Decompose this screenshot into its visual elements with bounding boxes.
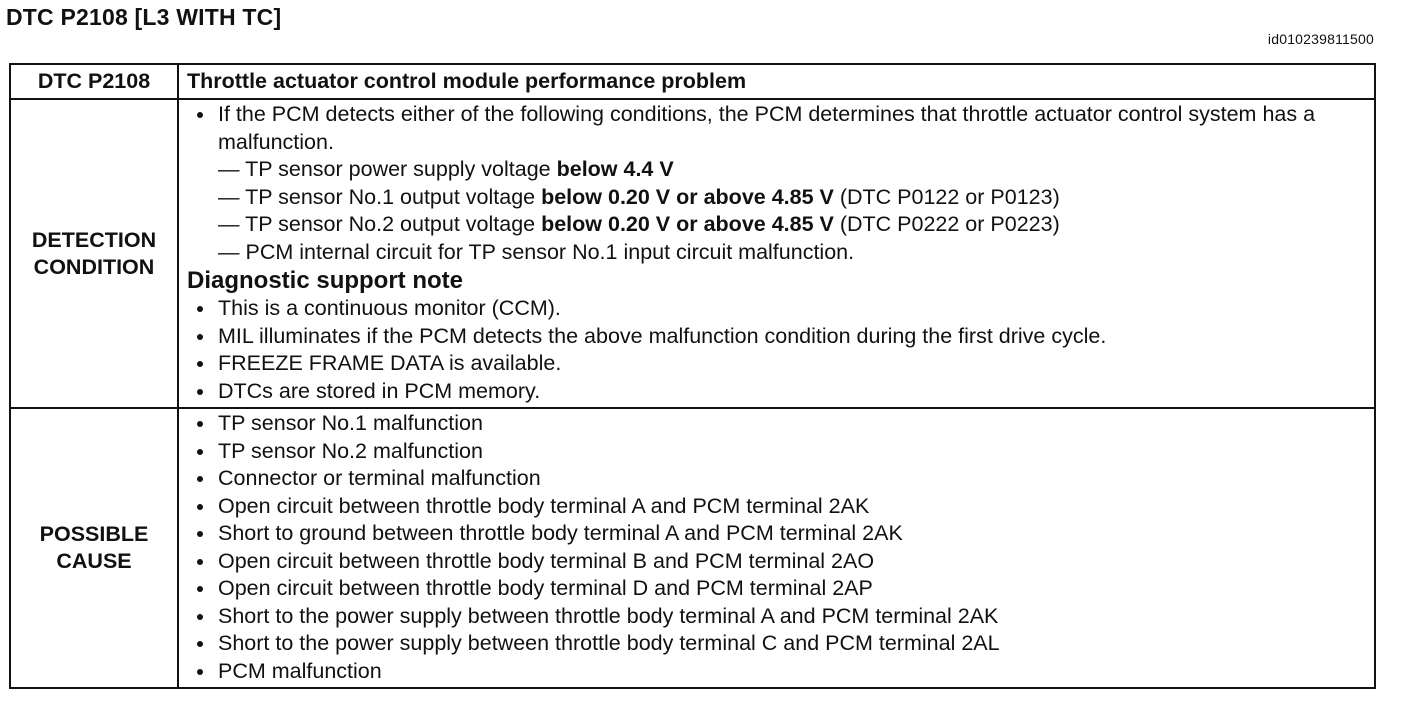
condition-threshold: below 4.4 V (556, 157, 674, 181)
bullet-icon (197, 614, 203, 620)
list-item (187, 323, 1366, 351)
table-header-row (10, 64, 1375, 99)
condition-line: — PCM internal circuit for TP sensor No.1 input circuit malfunction. (218, 239, 855, 264)
cause-text: Open circuit between throttle body terminal B and PCM terminal 2AO (218, 548, 875, 573)
bullet-icon (197, 449, 203, 455)
list-item (187, 658, 1366, 686)
bullet-icon (197, 559, 203, 565)
possible-cause-list (187, 410, 1366, 685)
cause-text: TP sensor No.2 malfunction (218, 438, 483, 463)
list-item (187, 520, 1366, 548)
bullet-icon (197, 389, 203, 395)
detection-condition-row (10, 99, 1375, 408)
condition-text: — TP sensor No.2 output voltage (218, 212, 542, 236)
detection-intro-list (187, 101, 1366, 156)
page-title: DTC P2108 [L3 WITH TC] (6, 4, 282, 30)
condition-line (187, 184, 1366, 212)
possible-cause-row (10, 408, 1375, 688)
list-item (187, 630, 1366, 658)
dtc-table (9, 63, 1376, 689)
condition-line (187, 156, 1366, 184)
detection-condition-label (10, 99, 178, 408)
note-text: MIL illuminates if the PCM detects the above malfunction condition during the first drive cycle. (218, 323, 1107, 348)
condition-threshold: below 0.20 V or above 4.85 V (541, 212, 834, 236)
list-item (187, 548, 1366, 576)
dtc-code-cell: DTC P2108 (10, 64, 178, 99)
cause-text: Open circuit between throttle body terminal A and PCM terminal 2AK (218, 493, 870, 518)
list-item (187, 438, 1366, 466)
cause-text: Short to ground between throttle body terminal A and PCM terminal 2AK (218, 521, 903, 545)
condition-text: — TP sensor power supply voltage (218, 157, 557, 181)
list-item (187, 410, 1366, 438)
bullet-icon (197, 334, 203, 340)
possible-cause-label (10, 408, 178, 688)
condition-text: — TP sensor No.1 output voltage (218, 184, 542, 209)
list-item (187, 575, 1366, 603)
bullet-icon (197, 669, 203, 675)
detection-label-line2: CONDITION (33, 254, 155, 279)
condition-dtc-ref: (DTC P0122 or P0123) (833, 184, 1060, 209)
dtc-description-cell: Throttle actuator control module performance problem (178, 64, 1375, 99)
note-text: This is a continuous monitor (CCM). (218, 296, 561, 320)
bullet-icon (197, 476, 203, 482)
list-item (187, 378, 1366, 406)
list-item (187, 465, 1366, 493)
bullet-icon (197, 421, 203, 427)
document-id: id010239811500 (1267, 31, 1374, 47)
cause-text: Short to the power supply between throttle body terminal C and PCM terminal 2AL (218, 631, 1000, 655)
cause-text: TP sensor No.1 malfunction (218, 411, 483, 435)
cause-text: Connector or terminal malfunction (218, 466, 541, 490)
bullet-icon (197, 504, 203, 510)
note-text: DTCs are stored in PCM memory. (218, 378, 541, 403)
cause-text: Short to the power supply between throttle body terminal A and PCM terminal 2AK (218, 603, 999, 628)
list-item (187, 295, 1366, 323)
bullet-icon (197, 641, 203, 647)
list-item (187, 493, 1366, 521)
bullet-icon (197, 586, 203, 592)
cause-label-line1: POSSIBLE (39, 522, 149, 546)
bullet-icon (197, 112, 203, 118)
list-item (187, 603, 1366, 631)
diagnostic-note-heading: Diagnostic support note (187, 267, 463, 294)
detection-label-line1: DETECTION (31, 227, 157, 252)
cause-text: Open circuit between throttle body terminal D and PCM terminal 2AP (218, 576, 873, 600)
list-item (187, 350, 1366, 378)
list-item (187, 101, 1366, 156)
detection-condition-content (178, 99, 1375, 408)
cause-label-line2: CAUSE (56, 549, 132, 573)
bullet-icon (197, 531, 203, 537)
note-text: FREEZE FRAME DATA is available. (218, 351, 562, 375)
condition-threshold: below 0.20 V or above 4.85 V (541, 184, 834, 209)
bullet-icon (197, 306, 203, 312)
diagnostic-notes-list (187, 295, 1366, 405)
cause-text: PCM malfunction (218, 658, 382, 683)
possible-cause-content (178, 408, 1375, 688)
condition-line (187, 211, 1366, 239)
condition-dtc-ref: (DTC P0222 or P0223) (833, 212, 1060, 236)
bullet-icon (197, 361, 203, 367)
detection-intro-text: If the PCM detects either of the following conditions, the PCM determines that throttle actuator control system has a malfunction. (218, 102, 1316, 154)
